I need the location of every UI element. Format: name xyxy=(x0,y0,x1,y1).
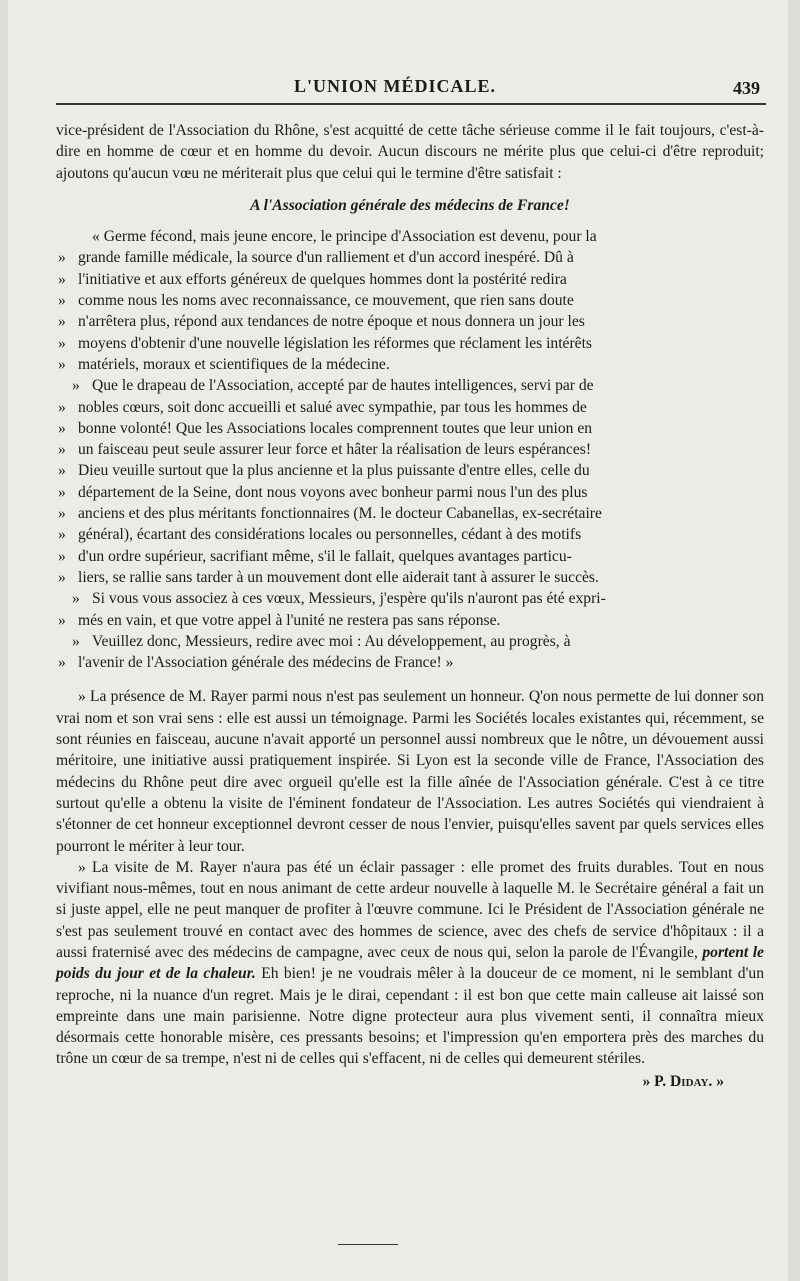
body-paragraph-2 xyxy=(56,857,764,1070)
quote-line: » Si vous vous associez à ces vœux, Messieurs, j'espère qu'ils n'auront pas été expri- xyxy=(78,588,764,609)
running-title: L'UNION MÉDICALE. xyxy=(294,76,497,96)
quote-line: » Veuillez donc, Messieurs, redire avec moi : Au développement, au progrès, à xyxy=(78,631,764,652)
quote-line: » moyens d'obtenir d'une nouvelle législation les réformes que réclament les intérêts xyxy=(78,333,764,354)
quote-line: « Germe fécond, mais jeune encore, le principe d'Association est devenu, pour la xyxy=(92,228,597,246)
footer-rule xyxy=(338,1244,398,1245)
page-number: 439 xyxy=(733,78,760,98)
quote-line: » général), écartant des considérations locales ou personnelles, cédant à des motifs xyxy=(78,524,764,545)
quote-line: » d'un ordre supérieur, sacrifiant même, s'il le fallait, quelques avantages particu- xyxy=(78,546,764,567)
body-text: Eh bien! je ne voudrais mêler à la douceur de ce moment, ni le semblant d'un reproche, ni la nuance d'un regret. Mais je le dirai, cependant : il est bon que cette main calleuse ait laissé son empreinte dans une main parisienne. Notre digne protecteur aura plus vivement senti, il connaîtra mieux désormais cette honorable misère, ces pressants besoins; et l'impression qu'en emportera près des marches du trône un cœur de sa trempe, n'est ni de celles qui s'effacent, ni de celles qui demeurent stériles. xyxy=(56,965,764,1068)
toast-heading: A l'Association générale des médecins de France! xyxy=(250,196,570,214)
quote-line: » département de la Seine, dont nous voyons avec bonheur parmi nous l'un des plus xyxy=(78,482,764,503)
quote-line: » n'arrêtera plus, répond aux tendances de notre époque et nous donnera un jour les xyxy=(78,311,764,332)
quote-line: » comme nous les noms avec reconnaissance, ce mouvement, que rien sans doute xyxy=(78,290,764,311)
quoted-speech xyxy=(56,226,764,673)
document-page xyxy=(8,0,788,1281)
intro-paragraph: vice-président de l'Association du Rhône, s'est acquitté de cette tâche sérieuse comme il le fait toujours, c'est-à-dire en homme de cœur et en homme du devoir. Aucun discours ne mérite plus que celui-ci d'être reproduit; ajoutons qu'aucun vœu ne mériterait plus que celui qui le termine d'être satisfait : xyxy=(56,122,764,182)
quote-line: » l'initiative et aux efforts généreux de quelques hommes dont la postérité redira xyxy=(78,269,764,290)
quote-line: » bonne volonté! Que les Associations locales comprennent toutes que leur union en xyxy=(78,418,764,439)
quote-line: » l'avenir de l'Association générale des médecins de France! » xyxy=(78,652,764,673)
quote-line: » nobles cœurs, soit donc accueilli et salué avec sympathie, par tous les hommes de xyxy=(78,397,764,418)
emphasis-text: portent le poids du jour et de la chaleur. xyxy=(56,943,764,983)
signature: » P. Diday. » xyxy=(642,1072,724,1090)
quote-line: » un faisceau peut seule assurer leur force et hâter la réalisation de leurs espérances! xyxy=(78,439,764,460)
quote-line: » més en vain, et que votre appel à l'unité ne restera pas sans réponse. xyxy=(78,610,764,631)
spacer xyxy=(56,673,764,686)
quote-line: » matériels, moraux et scientifiques de la médecine. xyxy=(78,354,764,375)
quote-line: » liers, se rallie sans tarder à un mouvement dont elle aiderait tant à assurer le succès. xyxy=(78,567,764,588)
body-text: » La visite de M. Rayer n'aura pas été un éclair passager : elle promet des fruits durables. Tout en nous vivifiant nous-mêmes, tout en nous animant de cette ardeur nouvelle à laquelle M. le Secrétaire général a fait un si juste appel, elle ne peut manquer de profiter à l'œuvre commune. Ici le Président de l'Association générale ne s'est pas seulement trouvé en contact avec des hommes de science, avec des chefs de service d'hôpitaux : il a aussi fraternisé avec des médecins de campagne, avec ceux de nous qui, selon la parole de l'Évangile, xyxy=(56,858,764,961)
quote-line: » Que le drapeau de l'Association, accepté par de hautes intelligences, servi par de xyxy=(78,375,764,396)
header-rule xyxy=(56,103,766,105)
quote-line: » grande famille médicale, la source d'un ralliement et d'un accord inespéré. Dû à xyxy=(78,247,764,268)
page-header xyxy=(56,76,770,102)
body-paragraph-1: » La présence de M. Rayer parmi nous n'est pas seulement un honneur. Q'on nous permette de lui donner son vrai nom et son vrai sens : elle est aussi un témoignage. Parmi les Sociétés locales existantes qui, récemment, se sont réunies en faisceau, aucune n'avait apporté un personnel aussi nombreux que le nôtre, un dévouement aussi méritoire, une initiative aussi pratiquement inspirée. Si Lyon est la seconde ville de France, l'Association des médecins du Rhône peut dire avec orgueil qu'elle est la fille aînée de l'Association générale. C'est à ce titre surtout qu'elle a obtenu la visite de l'éminent fondateur de l'Association. Les autres Sociétés qui viendraient à s'étonner de cet honneur exceptionnel devront cesser de nous l'envier, puisqu'elles savent par quels services elles pourront le mériter à leur tour. xyxy=(56,688,764,855)
article-body xyxy=(56,120,764,1092)
quote-line: » Dieu veuille surtout que la plus ancienne et la plus puissante d'entre elles, celle du xyxy=(78,460,764,481)
quote-line: » anciens et des plus méritants fonctionnaires (M. le docteur Cabanellas, ex-secrétaire xyxy=(78,503,764,524)
